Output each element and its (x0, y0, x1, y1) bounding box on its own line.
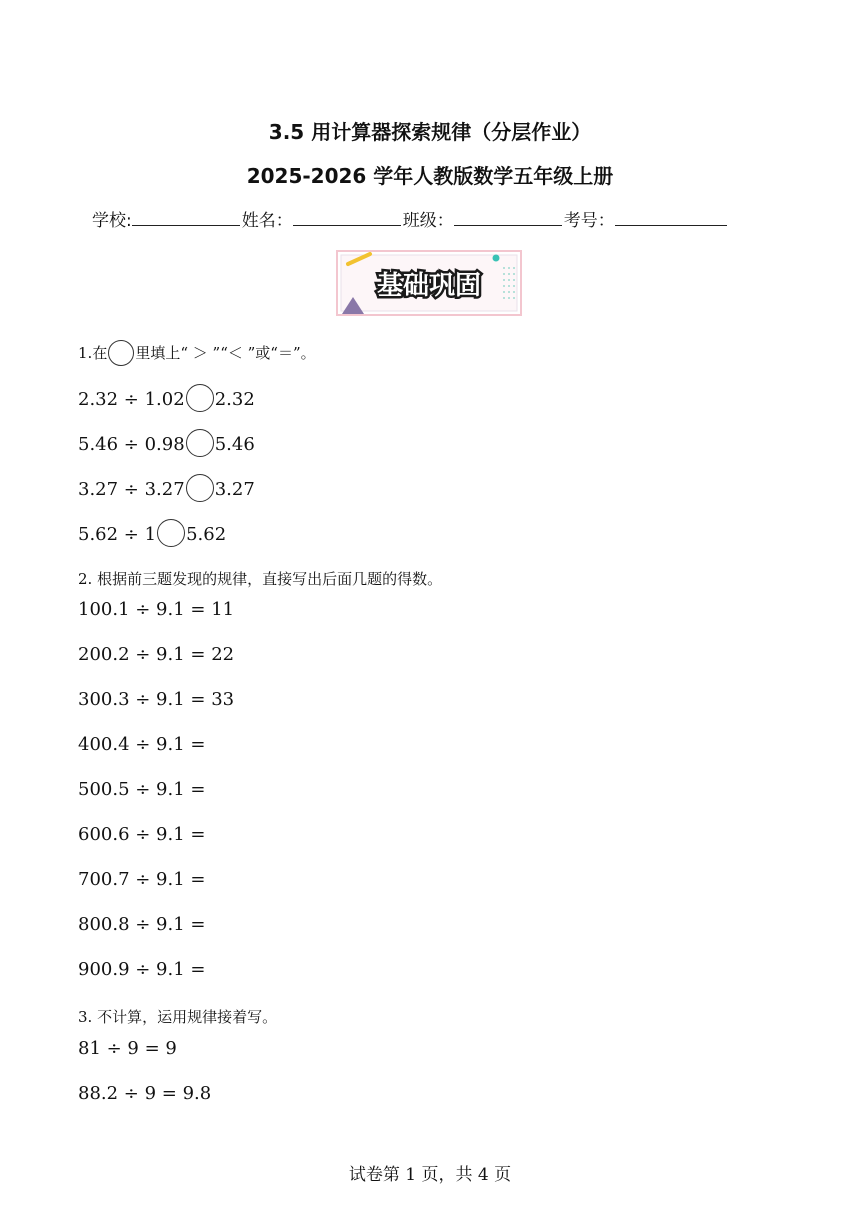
q2-item[interactable]: 600.6 ÷ 9.1 = (78, 824, 206, 845)
section-banner (336, 250, 522, 316)
worksheet-subtitle: 2025-2026 学年人教版数学五年级上册 (246, 164, 614, 188)
q3-prompt: 3. 不计算，运用规律接着写。 (78, 1008, 278, 1026)
q1-answer-circle[interactable] (186, 384, 214, 412)
q2-item[interactable]: 500.5 ÷ 9.1 = (78, 779, 206, 800)
name-label: 姓名： (241, 211, 293, 231)
q1-answer-circle[interactable] (186, 429, 214, 457)
school-blank[interactable] (132, 208, 240, 226)
q2-item[interactable]: 400.4 ÷ 9.1 = (78, 734, 206, 755)
q3-item: 88.2 ÷ 9 = 9.8 (78, 1083, 212, 1104)
q1-answer-circle[interactable] (186, 474, 214, 502)
banner-label: 基础巩固 (376, 271, 482, 301)
banner-dot-icon (493, 255, 500, 262)
q2-item: 200.2 ÷ 9.1 = 22 (78, 644, 235, 665)
q1-item: 3.27 ÷ 3.27 3.27 (78, 476, 255, 504)
q1-answer-circle[interactable] (157, 519, 185, 547)
q2-item[interactable]: 700.7 ÷ 9.1 = (78, 869, 206, 890)
q2-item: 300.3 ÷ 9.1 = 33 (78, 689, 235, 710)
q3-item: 81 ÷ 9 = 9 (78, 1038, 177, 1059)
worksheet-title: 3.5 用计算器探索规律（分层作业） (268, 120, 592, 144)
exam-number-label: 考号： (563, 211, 615, 231)
school-label: 学校: (92, 211, 132, 231)
q2-prompt: 2. 根据前三题发现的规律，直接写出后面几题的得数。 (78, 570, 443, 588)
q2-item[interactable]: 900.9 ÷ 9.1 = (78, 959, 206, 980)
class-label: 班级： (402, 211, 454, 231)
answer-circle-icon (108, 340, 134, 366)
name-blank[interactable] (293, 208, 401, 226)
student-info-line (92, 206, 792, 231)
page-footer: 试卷第 1 页，共 4 页 (348, 1165, 512, 1185)
q1-item: 5.46 ÷ 0.98 5.46 (78, 431, 255, 459)
q2-item: 100.1 ÷ 9.1 = 11 (78, 599, 235, 620)
q1-item: 2.32 ÷ 1.02 2.32 (78, 386, 255, 414)
q1-prompt: 1.在 里填上“ ＞ ”“＜ ”或“＝”。 (78, 341, 316, 367)
q2-item[interactable]: 800.8 ÷ 9.1 = (78, 914, 206, 935)
class-blank[interactable] (454, 208, 562, 226)
q1-item: 5.62 ÷ 1 5.62 (78, 521, 226, 549)
exam-number-blank[interactable] (615, 208, 727, 226)
